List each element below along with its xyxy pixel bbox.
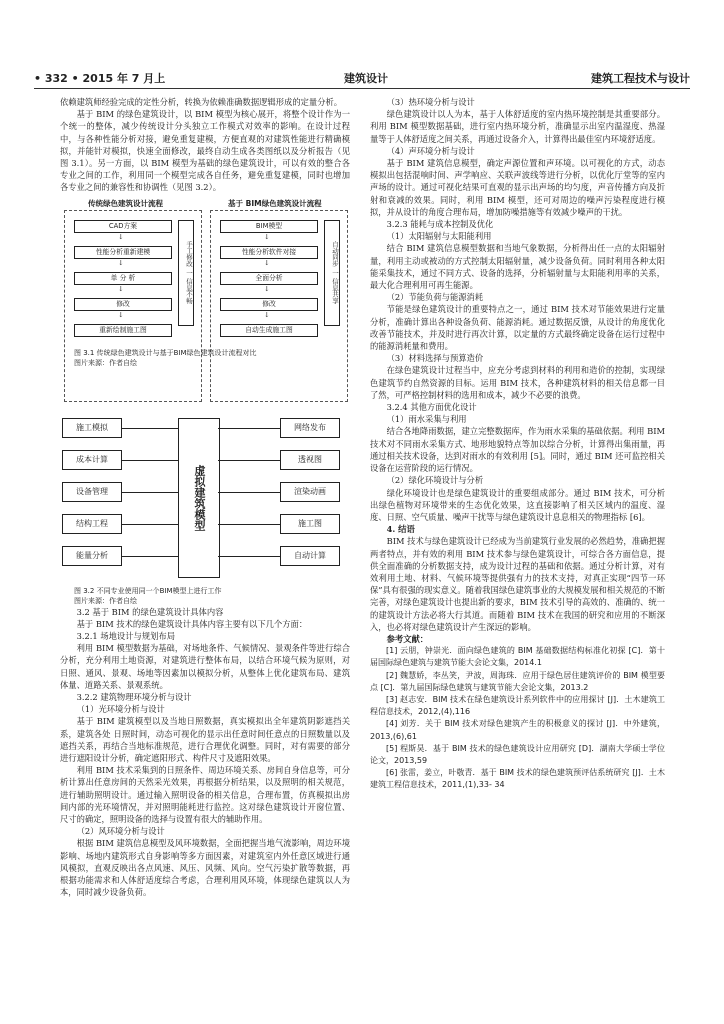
section-heading: 3.2 基于 BIM 的绿色建筑设计具体内容 <box>76 606 224 617</box>
fig1-right-side-label: 自动同步 一 信息共享 <box>324 220 340 326</box>
paragraph: 基于 BIM 建筑信息模型，确定声源位置和声环境。以可视化的方式，动态模拟出包括混响时间、声学响应、关联声波线等进行分析，以优化厅堂等的室内声场的设计。通过可视化结果可直观的显示出声场的均匀度，声音传播方向及折射和衰减的效果。同时，利用 BIM 模型，还可对周边的噪声污染程度进行模拟，并从设计的角度合理布局，增加防噪措施等有效减少噪声的干扰。 <box>370 158 665 217</box>
reference-item: [4] 刘芳．关于 BIM 技术对绿色建筑产生的积极意义的探讨 [J]．中外建筑，2013,(6),61 <box>370 719 665 741</box>
subsection-heading: （3）材料选择与预算造价 <box>386 353 484 364</box>
header-rule <box>34 88 690 89</box>
paragraph: 结合各地降雨数据，建立完整数据库，作为雨水采集的基础依据。利用 BIM 技术对不同雨水采集方式、地形地貌特点等加以综合分析，计算得出集雨量，再通过相关技术设备，达到对雨水的有效利用 [5]。同时，通过 BIM 还可监控相关设备在运营阶段的运行情况。 <box>370 426 665 474</box>
fig1-title-right: 基于 BIM绿色建筑设计流程 <box>228 198 322 208</box>
reference-item: [5] 程斯昊．基于 BIM 技术的绿色建筑设计应用研究 [D]．湖南大学硕士学位论文，2013,59 <box>370 743 665 765</box>
subsection-heading: （2）绿化环境设计与分析 <box>386 475 484 486</box>
fig1-right-box: 修改 <box>220 298 318 311</box>
fig2-right-box: 渲染动画 <box>280 482 340 502</box>
figure-3-1: 传统绿色建筑设计流程 基于 BIM绿色建筑设计流程 CAD方案 ↓ 性能分析重新建模 ↓ 单 分 析 ↓ 修改 ↓ 重新绘制施工图 手工修改 一 信息不畅 BIM模型 ↓ 性能分析软件对接 ↓ 全面分析 ↓ 修改 ↓ 自动生成施工图 自动同步 一 信息共享 图 3.1 传统绿色建筑设计与基于BIM绿色建筑设计流程对比 图片来源：作者自绘 <box>60 198 350 408</box>
subsection-heading: （2）风环境分析与设计 <box>76 826 165 837</box>
right-column <box>370 96 665 792</box>
fig1-right-box: BIM模型 <box>220 220 318 233</box>
left-column <box>60 96 350 899</box>
fig2-source: 图片来源：作者自绘 <box>74 596 137 605</box>
subsection-heading: （1）雨水采集与利用 <box>386 414 467 425</box>
reference-item: [1] 云朋，钟崇光．面向绿色建筑的 BIM 基础数据结构标准化初探 [C]．第十届国际绿色建筑与建筑节能大会论文集，2014.1 <box>370 646 665 668</box>
paragraph: 在绿色建筑设计过程当中，应充分考虑到材料的利用和造价的控制，实现绿色建筑节约自然资源的目标。运用 BIM 技术，各种建筑材料的相关信息都一目了然，可严格控制材料的选用和成本，减少不必要的浪费。 <box>370 365 665 400</box>
section-heading: 3.2.1 场地设计与规划布局 <box>76 631 176 642</box>
subsection-heading: （1）光环境分析与设计 <box>76 704 165 715</box>
fig1-title-left: 传统绿色建筑设计流程 <box>88 198 163 208</box>
fig2-left-box: 成本计算 <box>62 450 122 470</box>
fig2-right-box: 自动计算 <box>280 546 340 566</box>
section-heading: 4. 结语 <box>386 524 415 535</box>
fig2-left-box: 结构工程 <box>62 514 122 534</box>
fig1-right-box: 全面分析 <box>220 272 318 285</box>
fig1-right-box: 性能分析软件对接 <box>220 246 318 259</box>
subsection-heading: （4）声环境分析与设计 <box>386 145 475 156</box>
subsection-heading: （1）太阳辐射与太阳能利用 <box>386 231 492 242</box>
header-page-info: • 332 • 2015 年 7 月上 <box>34 72 166 85</box>
paragraph: 基于 BIM 的绿色建筑设计，以 BIM 模型为核心展开，将整个设计作为一个统一的整体，减少传统设计分头独立工作模式对效率的影响。在设计过程中，与各种性能分析对接，避免重复建模，方便直观的对建筑性能进行精确模拟，并能针对模拟，快速全面修改，最终自动生成各类图纸以及分析报告（见图 3.1）。另一方面，以 BIM 模型为基础的绿色建筑设计，可以有效的整合各专业之间的工作，利用同一个模型完成各自任务，避免重复建模，同时也增加各专业之间的兼容性和协调性（见图 3.2）。 <box>60 109 350 193</box>
fig1-left-box: 修改 <box>74 298 172 311</box>
fig2-right-box: 透视图 <box>280 450 340 470</box>
fig1-left-box: CAD方案 <box>74 220 172 233</box>
fig1-caption: 图 3.1 传统绿色建筑设计与基于BIM绿色建筑设计流程对比 <box>74 348 257 357</box>
paragraph: BIM 技术与绿色建筑设计已经成为当前建筑行业发展的必然趋势，准确把握两者特点，并有效的利用 BIM 技术参与绿色建筑设计，可综合各方面信息，提供全面准确的分析数据支持，成为设计过程的基础和依据。通过分析计算，对有效利用土地、材料、气候环境等提供强有力的技术支持，对真正实现“四节一环保”具有很强的现实意义。随着我国绿色建筑事业的大规模发展和相关规范的不断完善，对绿色建筑设计也提出新的要求，BIM 技术引导的高效的、准确的、统一的建筑设计方法必将大行其道。而随着 BIM 技术在我国的研究和应用的不断深入，也必将对绿色建筑设计产生深远的影响。 <box>370 536 665 632</box>
fig2-caption: 图 3.2 不同专业使用同一个BIM模型上进行工作 <box>74 586 222 595</box>
figure-3-2 <box>60 412 350 584</box>
paragraph: 利用 BIM 技术采集到的日照条件、周边环境关系、房间自身信息等，可分析计算出任意房间的天然采光效果，再根据分析结果，以及照明的相关规范，进行辅助照明设计。通过输入照明设备的相关信息，合理布置，仿真模拟出房间内部的光环境情况，并对照明能耗进行监控。这对绿色建筑设计开窗位置、尺寸的确定，照明设备的选择与设置有很大的辅助作用。 <box>60 765 350 825</box>
header-section: 建筑设计 <box>344 72 388 85</box>
fig1-right-box: 自动生成施工图 <box>220 324 318 337</box>
paragraph: 绿色建筑设计以人为本，基于人体舒适度的室内热环境控制是其重要部分。利用 BIM 模型数据基础，进行室内热环境分析，准确显示出室内温湿度、热湿量等于人体舒适度之间关系，再通过设备介入，计算得出最佳室内环境舒适度。 <box>370 109 665 144</box>
section-heading: 3.2.2 建筑物理环境分析与设计 <box>76 692 192 703</box>
paragraph: 利用 BIM 模型数据为基础，对场地条件、气候情况、景观条件等进行综合分析，充分利用土地资源，对建筑进行整体布局，以结合环境气候为原则，对日照、通风、景观、场地等因素加以模拟分析，从整体上优化建筑布局、建筑体量、道路关系、景观系统。 <box>60 643 350 690</box>
fig2-left-box: 设备管理 <box>62 482 122 502</box>
paragraph: 基于 BIM 技术的绿色建筑设计具体内容主要有以下几个方面： <box>76 618 308 629</box>
paragraph: 节能是绿色建筑设计的重要特点之一，通过 BIM 技术对节能效果进行定量分析，准确计算出各种设备负荷、能源消耗。通过数据反馈，从设计的角度优化改善节能技术，并及时进行再次计算，以定量的方式最终确定设备在运行过程中的能源消耗量和费用。 <box>370 304 665 352</box>
paragraph: 结合 BIM 建筑信息模型数据和当地气象数据，分析得出任一点的太阳辐射量，利用主动或被动的方式控制太阳辐射量，减少设备负荷。同时利用各种太阳能采集技术，通过不同方式、设备的选择，分析辐射量与太阳能利用率的关系，最大化合理利用可再生能源。 <box>370 243 665 291</box>
reference-item: [2] 魏慧娇，李丛笑，尹波，周海珠．应用于绿色居住建筑评价的 BIM 模型要点 [C]．第九届国际绿色建筑与建筑节能大会论文集，2013.2 <box>370 670 665 692</box>
fig2-right-box: 施工图 <box>280 514 340 534</box>
fig1-source: 图片来源：作者自绘 <box>74 358 137 367</box>
subsection-heading: （2）节能负荷与能源消耗 <box>386 292 484 303</box>
section-heading: 3.2.3 能耗与成本控制及优化 <box>386 219 494 230</box>
fig2-left-box: 能量分析 <box>62 546 122 566</box>
fig2-core-model: 虚拟建筑模型 <box>178 418 220 578</box>
references-title: 参考文献： <box>386 633 429 644</box>
paragraph: 依赖建筑师经验完成的定性分析，转换为依赖准确数据逻辑形成的定量分析。 <box>60 97 343 107</box>
fig1-left-box: 性能分析重新建模 <box>74 246 172 259</box>
header-journal: 建筑工程技术与设计 <box>591 72 690 85</box>
section-heading: 3.2.4 其他方面优化设计 <box>386 402 477 413</box>
page-header <box>34 68 690 88</box>
fig1-left-box: 单 分 析 <box>74 272 172 285</box>
fig2-right-box: 网络发布 <box>280 418 340 438</box>
paragraph: 基于 BIM 建筑模型以及当地日照数据，真实模拟出全年建筑阴影遮挡关系，建筑各处 日照时间，动态可视化的显示出任意时间任意点的日照数量以及遮挡关系，再结合当地标准规范，进行合理优化调整。同时，对有需要的部分进行遮阳设计分析，确定遮阳形式、构件尺寸及遮阳效果。 <box>60 716 350 764</box>
fig2-left-box: 施工模拟 <box>62 418 122 438</box>
fig1-left-box: 重新绘制施工图 <box>74 324 172 337</box>
reference-item: [3] 赵志安．BIM 技术在绿色建筑设计系列软件中的应用探讨 [J]．土木建筑工程信息技术，2012,(4),116 <box>370 694 665 717</box>
paragraph: 绿化环境设计也是绿色建筑设计的重要组成部分。通过 BIM 技术，可分析出绿色植物对环境带来的生态优化效果，这直接影响了相关区域内的温度、湿度、日照、空气质量、噪声干扰等与绿色建筑设计息息相关的物理指标 [6]。 <box>370 487 665 522</box>
subsection-heading: （3）热环境分析与设计 <box>386 97 475 107</box>
reference-item: [6] 张雷，姜立，叶敬青．基于 BIM 技术的绿色建筑预评估系统研究 [J]．土木建筑工程信息技术，2011,(1),33- 34 <box>370 768 665 790</box>
paragraph: 根据 BIM 建筑信息模型及风环境数据，全面把握当地气流影响，周边环境影响、场地内建筑形式自身影响等多方面因素，对建筑室内外任意区域进行通风模拟，直观反映出各点风速、风压、风频、风向。空气污染扩散等数据，再根据功能需求和人体舒适度综合考虑，合理利用风环境，体现绿色建筑以人为本，同时减少设备负荷。 <box>60 838 350 898</box>
fig1-left-side-label: 手工修改 一 信息不畅 <box>178 220 194 326</box>
